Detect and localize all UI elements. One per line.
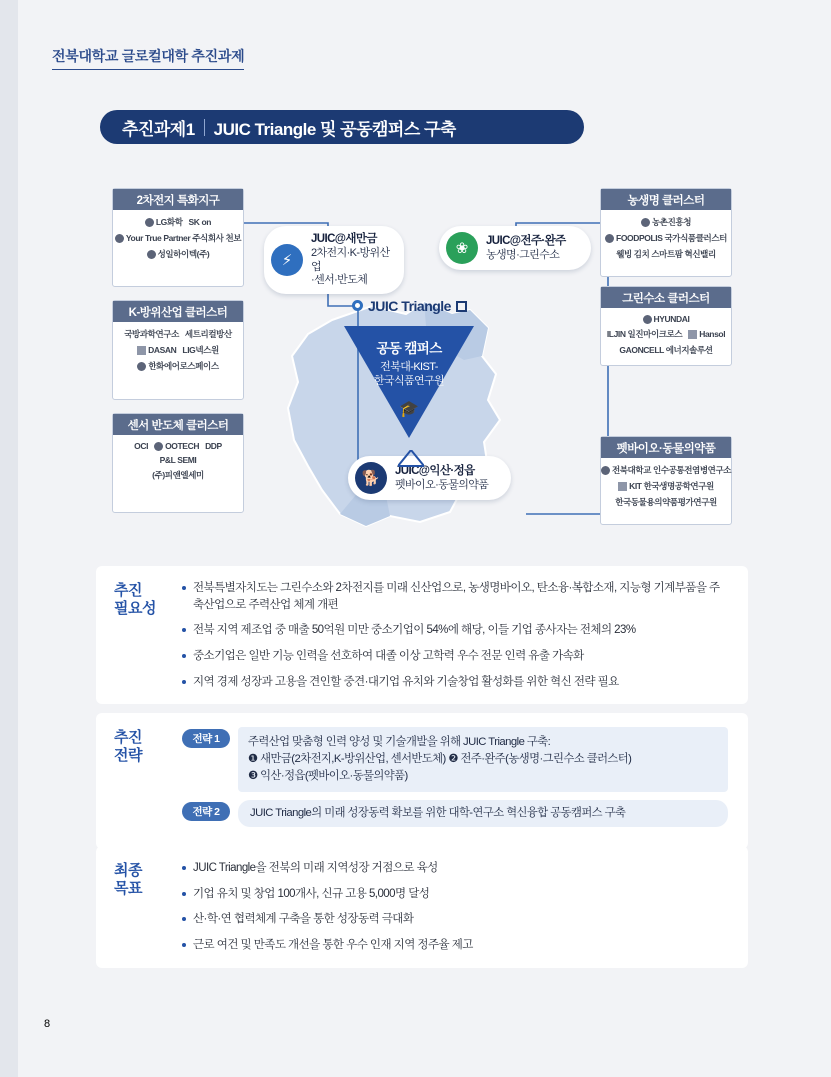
logo-item: P&L SEMI xyxy=(159,455,197,465)
callout-jeonju-wanju-text: JUIC@전주·완주 농생명·그린수소 xyxy=(486,234,566,261)
section-strategy xyxy=(96,713,748,849)
list-item: JUIC Triangle을 전북의 미래 지역성장 거점으로 육성 xyxy=(182,860,728,877)
logo-item: DASAN xyxy=(137,344,176,356)
callout-iksan-jeongeup-text: JUIC@익산·정읍 펫바이오·동물의약품 xyxy=(395,464,489,491)
cluster-battery-title: 2차전지 특화지구 xyxy=(113,189,243,210)
logo-item: 국방과학연구소 xyxy=(124,329,179,339)
joint-campus-text: 공동 캠퍼스 전북대-KIST- 한국식품연구원 xyxy=(373,341,445,387)
logo-item: 웰빙 김치 스마트팜 혁신밸리 xyxy=(616,249,716,259)
logo-item: GAONCELL 에너지솔루션 xyxy=(619,345,713,355)
strategy-row-2 xyxy=(182,800,728,827)
logo-item: 성일하이텍(주) xyxy=(118,248,238,260)
cluster-petbio-title: 펫바이오·동물의약품 xyxy=(601,437,731,458)
logo-item: ILJIN 일진마이크로스 xyxy=(606,329,683,339)
logo-item: LG화학 xyxy=(145,216,183,228)
logo-item: FOODPOLIS 국가식품클러스터 xyxy=(606,232,726,244)
node-dot-triangle xyxy=(352,300,363,311)
cluster-green-hydrogen-logos xyxy=(601,308,731,361)
joint-campus-triangle xyxy=(344,326,474,448)
logo-item: DDP xyxy=(205,441,222,451)
cluster-agri xyxy=(600,188,732,277)
list-item: 근로 여건 및 만족도 개선을 통한 우수 인재 지역 정주율 제고 xyxy=(182,937,728,954)
up-triangle-icon xyxy=(398,450,424,468)
cluster-battery-logos xyxy=(113,210,243,265)
task-number: 추진과제1 xyxy=(122,119,195,139)
strategy-1-pill: 전략 1 xyxy=(182,729,230,748)
logo-item: 전북대학교 인수공통전염병연구소 xyxy=(606,464,726,476)
logo-item: KIT 한국생명공학연구원 xyxy=(606,480,726,492)
page-title xyxy=(100,110,584,144)
list-item: 전북 지역 제조업 중 매출 50억원 미만 중소기업이 54%에 해당, 이들 기업 종사자는 전체의 23% xyxy=(182,622,728,639)
section-goal-bullets xyxy=(96,846,748,968)
logo-item: 한국동물용의약품평가연구원 xyxy=(615,497,717,507)
leaf-icon: ❀ xyxy=(446,232,478,264)
logo-item: LIG넥스원 xyxy=(182,345,219,355)
strategy-2-pill: 전략 2 xyxy=(182,802,230,821)
logo-item: OCI xyxy=(134,441,149,451)
strategy-2-text: JUIC Triangle의 미래 성장동력 확보를 위한 대학-연구소 혁신융합 공동캠퍼스 구축 xyxy=(238,800,728,827)
section-necessity-label: 추진 필요성 xyxy=(114,582,156,617)
cluster-defense xyxy=(112,300,244,400)
list-item: 기업 유치 및 창업 100개사, 신규 고용 5,000명 달성 xyxy=(182,886,728,903)
strategy-1-text: 주력산업 맞춤형 인력 양성 및 기술개발을 위해 JUIC Triangle 구축: ❶ 새만금(2차전지,K-방위산업, 센서반도체) ❷ 전주·완주(농생명·그린수소 클러스터) ❸ 익산·정읍(펫바이오·동물의약품) xyxy=(238,727,728,792)
section-necessity xyxy=(96,566,748,704)
cluster-battery xyxy=(112,188,244,287)
page-left-margin xyxy=(0,0,18,1077)
strategy-row-1 xyxy=(182,727,728,792)
cluster-green-hydrogen xyxy=(600,286,732,366)
page-number: 8 xyxy=(44,1018,51,1030)
logo-item: HYUNDAI xyxy=(643,314,690,324)
list-item: 중소기업은 일반 기능 인력을 선호하여 대졸 이상 고학력 우수 전문 인력 유출 가속화 xyxy=(182,648,728,665)
square-marker-icon xyxy=(456,301,467,312)
dog-icon: 🐕 xyxy=(355,462,387,494)
cluster-sensor-logos xyxy=(113,435,243,486)
section-strategy-label: 추진 전략 xyxy=(114,729,142,764)
cluster-agri-title: 농생명 클러스터 xyxy=(601,189,731,210)
diagram-area xyxy=(96,178,748,558)
cluster-defense-title: K-방위산업 클러스터 xyxy=(113,301,243,322)
triangle-label: JUIC Triangle xyxy=(368,298,467,314)
callout-saemangeum[interactable] xyxy=(264,226,404,294)
cluster-petbio xyxy=(600,436,732,525)
section-necessity-bullets xyxy=(96,566,748,704)
cluster-defense-logos xyxy=(113,322,243,377)
logo-item: 한화에어로스페이스 xyxy=(118,360,238,372)
list-item: 지역 경제 성장과 고용을 견인할 중견·대기업 유치와 기술창업 활성화를 위한 혁신 전략 필요 xyxy=(182,674,728,691)
list-item: 전북특별자치도는 그린수소와 2차전지를 미래 신산업으로, 농생명바이오, 탄소융·복합소재, 지능형 기계부품을 주축산업으로 주력산업 체계 개편 xyxy=(182,580,728,613)
section-goal xyxy=(96,846,748,968)
title-divider xyxy=(204,119,205,136)
logo-item: Hansol xyxy=(688,328,725,340)
callout-saemangeum-text: JUIC@새만금 2차전지·K-방위산업 ·센서·반도체 xyxy=(311,233,390,287)
callout-iksan-jeongeup[interactable] xyxy=(348,456,511,500)
cluster-sensor-title: 센서 반도체 클러스터 xyxy=(113,414,243,435)
logo-item: Your True Partner 주식회사 천보 xyxy=(118,232,238,244)
battery-icon: ⚡ xyxy=(271,244,303,276)
logo-item: SK on xyxy=(188,217,212,227)
logo-item: 농촌진흥청 xyxy=(606,216,726,228)
callout-jeonju-wanju[interactable] xyxy=(439,226,591,270)
task-name: JUIC Triangle 및 공동캠퍼스 구축 xyxy=(213,119,456,139)
section-strategy-body xyxy=(96,713,748,849)
list-item: 산·학·연 협력체계 구축을 통한 성장동력 극대화 xyxy=(182,911,728,928)
cluster-agri-logos xyxy=(601,210,731,265)
logo-item: (주)피앤엘세미 xyxy=(152,470,204,480)
cluster-sensor xyxy=(112,413,244,513)
cluster-green-hydrogen-title: 그린수소 클러스터 xyxy=(601,287,731,308)
document-header: 전북대학교 글로컬대학 추진과제 xyxy=(52,46,244,70)
logo-item: OOTECH xyxy=(154,441,199,451)
graduation-cap-icon: 🎓 xyxy=(399,401,419,418)
section-goal-label: 최종 목표 xyxy=(114,862,142,897)
logo-item: 세트리컬방산 xyxy=(184,329,232,339)
cluster-petbio-logos xyxy=(601,458,731,513)
